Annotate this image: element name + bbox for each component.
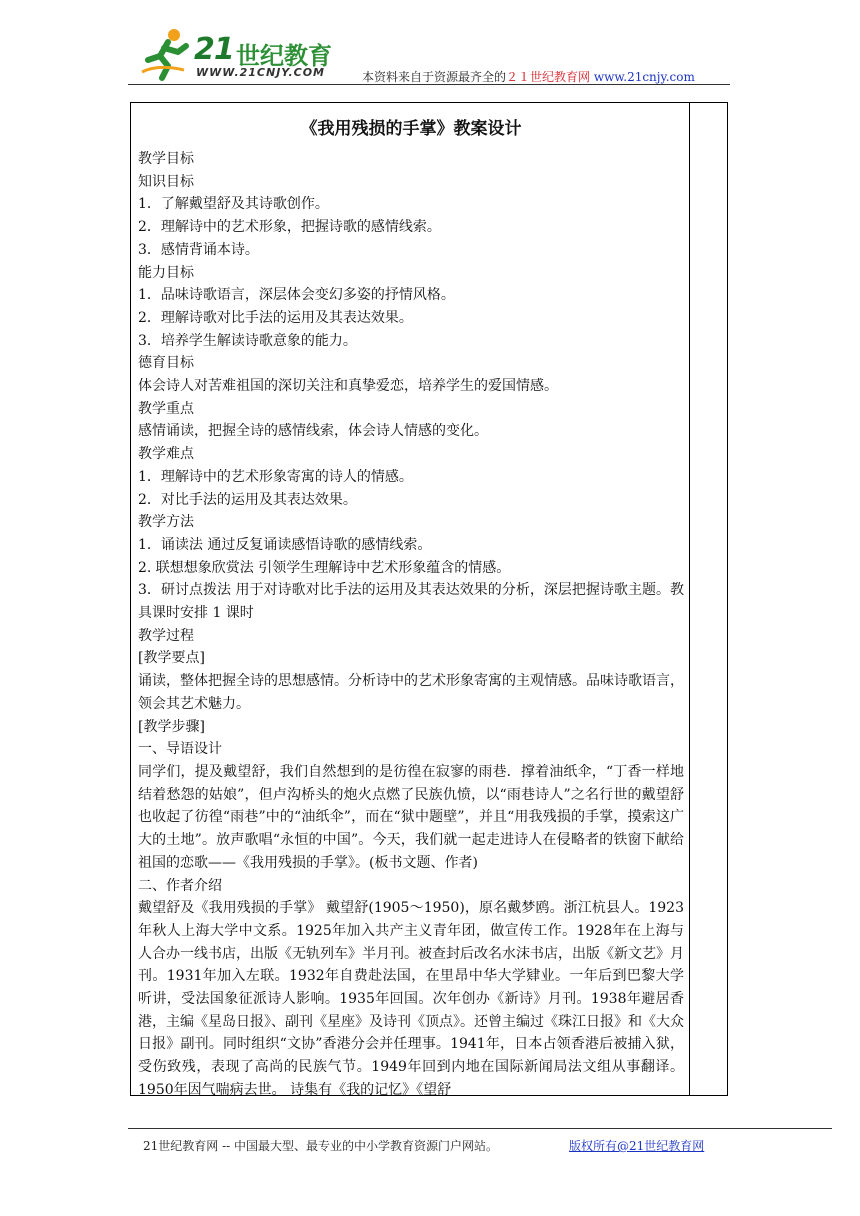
author-paragraph: 戴望舒及《我用残损的手掌》 戴望舒(1905～1950)，原名戴梦鸥。浙江杭县人。1923年秋人上海大学中文系。1925年加入共产主义青年团，做宣传工作。1928年在上海与人合办一线书店，出版《无轨列车》半月刊。被查封后改名水沫书店，出版《新文艺》月刊。1931年加入左联。1932年自费赴法国，在里昂中华大学肄业。一年后到巴黎大学听讲，受法国象征派诗人影响。1935年回国。次年创办《新诗》月刊。1938年避居香港，主编《星岛日报》、副刊《星座》及诗刊《顶点》。还曾主编过《珠江日报》和《大众日报》副刊。同时组织“文协”香港分会并任理事。1941年，日本占领香港后被捕入狱，受伤致残，表现了高尚的民族气节。1949年回到内地在国际新闻局法文组从事翻译。1950年因气喘病去世。 诗集有《我的记忆》《望舒 — [138, 900, 684, 1098]
document-body — [138, 116, 684, 1102]
logo-url: WWW.21CNJY.COM — [196, 66, 325, 79]
text-line: 2．理解诗中的艺术形象，把握诗歌的感情线索。 — [138, 219, 441, 236]
text-line: 感情诵读，把握全诗的感情线索，体会诗人情感的变化。 — [138, 423, 488, 440]
header-url-link[interactable]: www.21cnjy.com — [593, 70, 695, 84]
footer-divider — [128, 1128, 832, 1129]
intro-paragraph: 同学们，提及戴望舒，我们自然想到的是彷徨在寂寥的雨巷．撑着油纸伞，“丁香一样地结着愁怨的姑娘”，但卢沟桥头的炮火点燃了民族仇愤，以“雨巷诗人”之名行世的戴望舒也收起了彷徨“雨巷”中的“油纸伞”，而在“狱中题壁”，并且“用我残损的手掌，摸索这广大的土地”。放声歌唱“永恒的中国”。今天，我们就一起走进诗人在侵略者的铁窗下献给祖国的恋歌——《我用残损的手掌》。(板书文题、作者) — [138, 763, 684, 871]
page-header — [0, 0, 860, 92]
footer-text: 21世纪教育网 -- 中国最大型、最专业的中小学教育资源门户网站。 — [143, 1139, 499, 1153]
text-line: 体会诗人对苦难祖国的深切关注和真挚爱恋，培养学生的爱国情感。 — [138, 378, 558, 395]
table-column-divider — [689, 102, 690, 1096]
text-line: 知识目标 — [138, 173, 194, 190]
site-logo[interactable] — [138, 24, 348, 84]
document-title: 《我用残损的手掌》教案设计 — [300, 119, 522, 139]
header-note-prefix: 本资料来自于资源最齐全的 — [362, 70, 507, 84]
author-heading: 二、作者介绍 — [138, 877, 222, 894]
text-line: 1．诵读法 通过反复诵读感悟诗歌的感情线索。 — [138, 536, 432, 553]
steps-heading: [教学步骤] — [138, 718, 205, 735]
intro-heading: 一、导语设计 — [138, 741, 222, 758]
text-line: 教学重点 — [138, 400, 194, 417]
text-line: 1．品味诗歌语言，深层体会变幻多姿的抒情风格。 — [138, 287, 455, 304]
runner-logo-icon — [138, 26, 198, 82]
key-points-paragraph: 诵读，整体把握全诗的思想感情。分析诗中的艺术形象寄寓的主观情感。品味诗歌语言，领会其艺术魅力。 — [138, 673, 684, 712]
text-line: 3．感情背诵本诗。 — [138, 241, 259, 258]
logo-number: 21 — [194, 32, 234, 67]
copyright-link[interactable]: 版权所有@21世纪教育网 — [569, 1139, 705, 1153]
logo-text: 世纪教育 — [236, 42, 332, 70]
objective-lines — [138, 148, 684, 579]
text-line: 2．理解诗歌对比手法的运用及其表达效果。 — [138, 309, 413, 326]
process-heading: 教学过程 — [138, 627, 194, 644]
header-divider — [128, 84, 730, 85]
method-3-paragraph: 3．研讨点拨法 用于对诗歌对比手法的运用及其表达效果的分析，深层把握诗歌主题。教具课时安排 1 课时 — [138, 582, 684, 622]
text-line: 教学难点 — [138, 446, 194, 463]
text-line: 1．了解戴望舒及其诗歌创作。 — [138, 196, 329, 213]
text-line: 德育目标 — [138, 355, 194, 372]
key-points-heading: [教学要点] — [138, 650, 205, 667]
header-site-link[interactable]: ２１世纪教育网 — [506, 70, 591, 84]
text-line: 1．理解诗中的艺术形象寄寓的诗人的情感。 — [138, 468, 413, 485]
header-source-note — [362, 68, 695, 85]
text-line: 2．对比手法的运用及其表达效果。 — [138, 491, 357, 508]
text-line: 能力目标 — [138, 264, 194, 281]
text-line: 2. 联想想象欣赏法 引领学生理解诗中艺术形象蕴含的情感。 — [138, 559, 511, 576]
text-line: 教学目标 — [138, 151, 194, 167]
text-line: 教学方法 — [138, 514, 194, 531]
text-line: 3．培养学生解读诗歌意象的能力。 — [138, 332, 357, 349]
